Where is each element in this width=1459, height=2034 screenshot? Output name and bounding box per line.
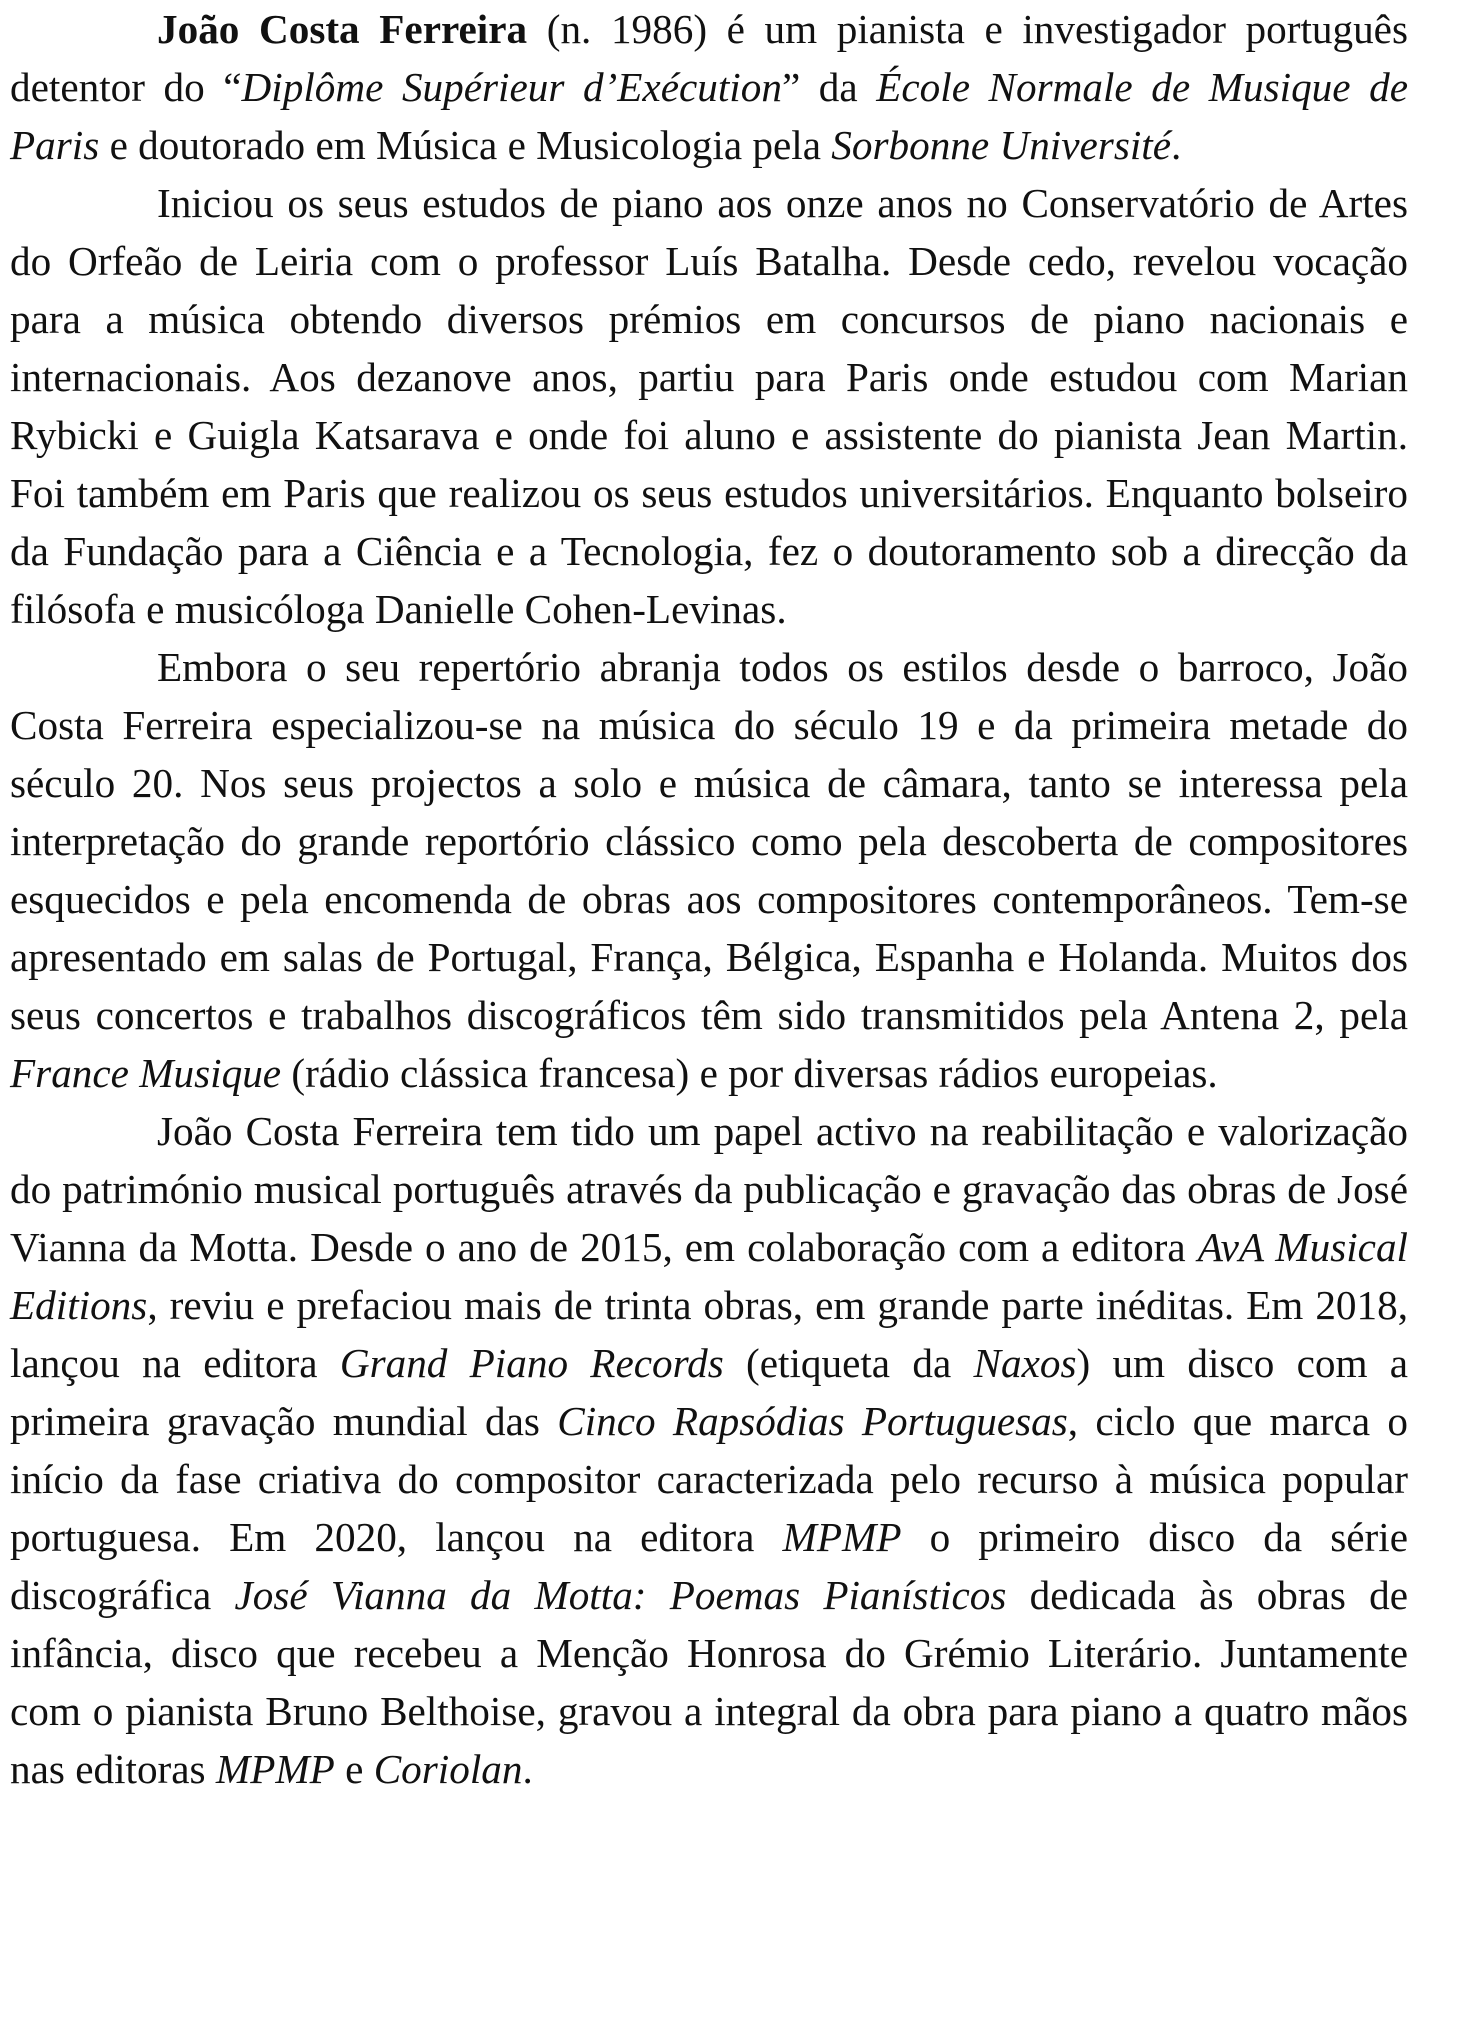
diploma-title: Diplôme Supérieur d’Exécution <box>241 64 782 110</box>
text-span: e <box>334 1746 374 1792</box>
label-mpmp: MPMP <box>782 1514 902 1560</box>
text-span: Embora o seu repertório abranja todos os estilos desde o barroco, João Costa Ferreira especializou-se na música do século 19 e da primeira metade do século 20. Nos seus projectos a solo e música de câmara, tanto se interessa pela interpretação do grande reportório clássico como pela descoberta de compositores esquecidos e pela encomenda de obras aos compositores contemporâneos. Tem-se apresentado em salas de Portugal, França, Bélgica, Espanha e Holanda. Muitos dos seus concertos e trabalhos discográficos têm sido transmitidos pela Antena 2, pela <box>10 644 1408 1038</box>
university-name: Sorbonne Université <box>831 122 1172 168</box>
paragraph-repertoire <box>10 638 1408 1102</box>
publisher-ava: AvA Musical Editions <box>10 1224 1409 1328</box>
label-naxos: Naxos <box>973 1340 1077 1386</box>
paragraph-studies <box>10 174 1408 638</box>
text-span: Iniciou os seus estudos de piano aos onze anos no Conservatório de Artes do Orfeão de Leiria com o professor Luís Batalha. Desde cedo, revelou vocação para a música obtendo diversos prémios em concursos de piano nacionais e internacionais. Aos dezanove anos, partiu para Paris onde estudou com Marian Rybicki e Guigla Katsarava e onde foi aluno e assistente do pianista Jean Martin. Foi também em Paris que realizou os seus estudos universitários. Enquanto bolseiro da Fundação para a Ciência e a Tecnologia, fez o doutoramento sob a direcção da filósofa e musicóloga Danielle Cohen-Levinas. <box>10 180 1408 632</box>
text-span: . <box>1171 122 1182 168</box>
text-span: (etiqueta da <box>723 1340 974 1386</box>
text-span: , ciclo que marca o início da fase criativa do compositor caracterizada pelo recurso à música popular portuguesa. Em 2020, lançou na editora <box>10 1398 1408 1560</box>
text-span: , reviu e prefaciou mais de trinta obras, em grande parte inéditas. Em 2018, lançou na editora <box>10 1282 1408 1386</box>
text-span: (n. 1986) é um pianista e investigador português detentor do “ <box>10 6 1408 110</box>
label-coriolan: Coriolan <box>373 1746 523 1792</box>
text-span: o primeiro disco da série discográfica <box>10 1514 1408 1618</box>
work-title-rapsodias: Cinco Rapsódias Portuguesas <box>557 1398 1068 1444</box>
paragraph-intro <box>10 0 1408 174</box>
label-mpmp: MPMP <box>215 1746 335 1792</box>
school-name: École Normale de Musique de Paris <box>10 64 1408 168</box>
text-span: ” da <box>781 64 877 110</box>
label-grand-piano: Grand Piano Records <box>339 1340 724 1386</box>
text-span: . <box>522 1746 533 1792</box>
series-title: José Vianna da Motta: Poemas Pianísticos <box>234 1572 1007 1618</box>
radio-name: France Musique <box>10 1050 282 1096</box>
document-page <box>10 0 1408 1798</box>
text-span: (rádio clássica francesa) e por diversas rádios europeias. <box>281 1050 1218 1096</box>
text-span: João Costa Ferreira tem tido um papel activo na reabilitação e valorização do património musical português através da publicação e gravação das obras de José Vianna da Motta. Desde o ano de 2015, em colaboração com a editora <box>10 1108 1408 1270</box>
text-span: dedicada às obras de infância, disco que recebeu a Menção Honrosa do Grémio Literário. Juntamente com o pianista Bruno Belthoise, gravou a integral da obra para piano a quatro mãos nas editoras <box>10 1572 1408 1792</box>
text-span: ) um disco com a primeira gravação mundial das <box>10 1340 1409 1444</box>
text-span: e doutorado em Música e Musicologia pela <box>99 122 832 168</box>
subject-name: João Costa Ferreira <box>157 6 528 52</box>
paragraph-heritage <box>10 1102 1408 1798</box>
